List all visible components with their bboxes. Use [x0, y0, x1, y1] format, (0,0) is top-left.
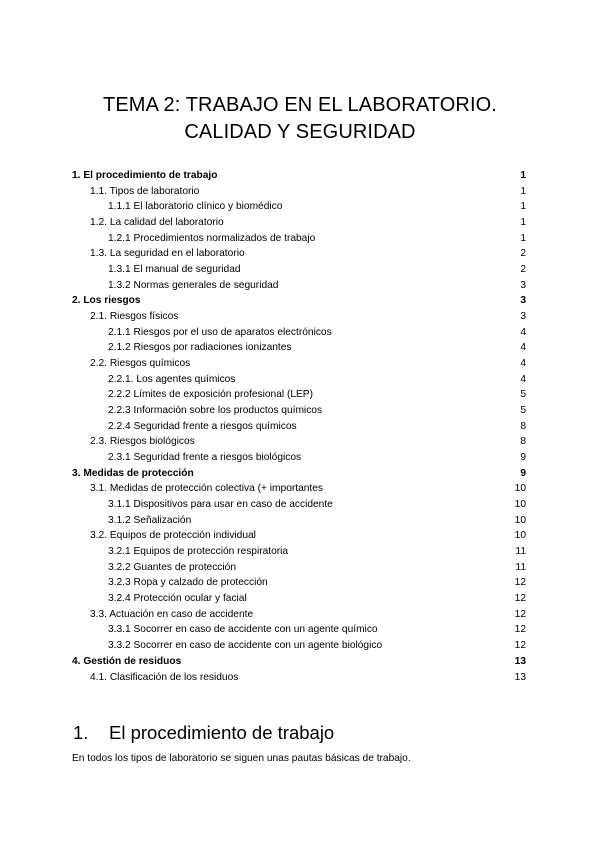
- toc-entry[interactable]: [72, 466, 526, 482]
- toc-entry[interactable]: [72, 325, 526, 341]
- toc-entry-label: 2.1.2 Riesgos por radiaciones ionizantes: [108, 342, 292, 354]
- toc-entry[interactable]: [72, 497, 526, 513]
- toc-entry-label: 3. Medidas de protección: [72, 467, 194, 479]
- toc-entry-page: 5: [520, 405, 526, 417]
- toc-entry[interactable]: [72, 419, 526, 435]
- toc-entry-label: 3.2. Equipos de protección individual: [90, 530, 256, 542]
- toc-entry-label: 3.2.2 Guantes de protección: [108, 561, 236, 573]
- toc-entry[interactable]: [72, 481, 526, 497]
- toc-entry[interactable]: [72, 387, 526, 403]
- toc-entry-page: 8: [520, 436, 526, 448]
- toc-entry-page: 8: [520, 420, 526, 432]
- toc-entry[interactable]: [72, 246, 526, 262]
- toc-entry-page: 13: [514, 655, 526, 667]
- toc-entry-label: 1.1. Tipos de laboratorio: [90, 185, 200, 197]
- section-body-text: En todos los tipos de laboratorio se siguen unas pautas básicas de trabajo.: [72, 753, 411, 764]
- toc-entry[interactable]: [72, 231, 526, 247]
- toc-entry-label: 2.3.1 Seguridad frente a riesgos biológicos: [108, 452, 302, 464]
- toc-entry-label: 1.3. La seguridad en el laboratorio: [90, 248, 245, 260]
- document-title-line-1: TEMA 2: TRABAJO EN EL LABORATORIO.: [103, 94, 497, 116]
- toc-entry-label: 4.1. Clasificación de los residuos: [90, 671, 239, 683]
- toc-entry[interactable]: [72, 638, 526, 654]
- toc-entry-page: 10: [514, 499, 526, 511]
- toc-entry-page: 10: [514, 530, 526, 542]
- toc-entry[interactable]: [72, 293, 526, 309]
- toc-entry-page: 1: [520, 170, 526, 181]
- toc-entry-label: 1.2.1 Procedimientos normalizados de trabajo: [108, 232, 316, 244]
- toc-entry-label: 2.1.1 Riesgos por el uso de aparatos electrónicos: [108, 326, 332, 338]
- toc-entry-label: 3.3.2 Socorrer en caso de accidente con un agente biológico: [108, 640, 383, 652]
- toc-entry[interactable]: [72, 184, 526, 200]
- toc-entry-page: 3: [520, 279, 526, 291]
- toc-entry-page: 3: [520, 311, 526, 323]
- toc-entry-label: 2.2.3 Información sobre los productos químicos: [108, 405, 323, 417]
- toc-entry-label: 4. Gestión de residuos: [72, 655, 182, 667]
- toc-entry-page: 11: [515, 546, 526, 558]
- section-number: 1.: [73, 722, 89, 743]
- toc-entry[interactable]: [72, 215, 526, 231]
- toc-entry-page: 11: [515, 561, 526, 573]
- toc-entry-page: 4: [520, 358, 526, 370]
- toc-entry-label: 3.1.2 Señalización: [108, 514, 192, 526]
- toc-entry-page: 10: [514, 514, 526, 526]
- toc-entry-page: 10: [514, 483, 526, 495]
- toc-entry-label: 3.3.1 Socorrer en caso de accidente con un agente químico: [108, 624, 378, 636]
- toc-entry-label: 1. El procedimiento de trabajo: [72, 170, 218, 181]
- toc-entry-label: 2.1. Riesgos físicos: [90, 311, 179, 323]
- toc-entry-page: 12: [514, 577, 526, 589]
- toc-entry[interactable]: [72, 168, 526, 184]
- toc-entry-label: 1.3.2 Normas generales de seguridad: [108, 279, 279, 291]
- toc-entry-label: 3.2.4 Protección ocular y facial: [108, 593, 247, 605]
- toc-entry[interactable]: [72, 278, 526, 294]
- toc-entry[interactable]: [72, 340, 526, 356]
- toc-entry-label: 2.2. Riesgos químicos: [90, 358, 191, 370]
- toc-entry-label: 2.2.1. Los agentes químicos: [108, 373, 236, 385]
- toc-entry-label: 3.2.1 Equipos de protección respiratoria: [108, 546, 289, 558]
- toc-entry[interactable]: [72, 356, 526, 372]
- toc-entry-page: 9: [520, 452, 526, 464]
- toc-entry-label: 2.2.4 Seguridad frente a riesgos químicos: [108, 420, 297, 432]
- toc-entry[interactable]: [72, 622, 526, 638]
- toc-entry-page: 12: [514, 624, 526, 636]
- toc-entry-page: 12: [514, 608, 526, 620]
- toc-entry[interactable]: [72, 607, 526, 623]
- toc-entry-page: 1: [520, 201, 526, 213]
- toc-entry[interactable]: [72, 560, 526, 576]
- toc-entry-label: 3.1. Medidas de protección colectiva (+ importantes: [90, 483, 324, 495]
- toc-entry-label: 2.3. Riesgos biológicos: [90, 436, 195, 448]
- toc-entry[interactable]: [72, 528, 526, 544]
- toc-entry[interactable]: [72, 591, 526, 607]
- toc-entry-page: 1: [520, 217, 526, 229]
- toc-entry-page: 13: [514, 671, 526, 683]
- toc-entry[interactable]: [72, 575, 526, 591]
- toc-entry[interactable]: [72, 434, 526, 450]
- document-title-line-2: CALIDAD Y SEGURIDAD: [184, 121, 416, 143]
- toc-entry-label: 1.1.1 El laboratorio clínico y biomédico: [108, 201, 283, 213]
- toc-entry-page: 12: [514, 593, 526, 605]
- toc-entry-page: 2: [520, 248, 526, 260]
- toc-entry-page: 2: [520, 264, 526, 276]
- section-title: El procedimiento de trabajo: [109, 722, 335, 743]
- toc-entry-label: 1.3.1 El manual de seguridad: [108, 264, 241, 276]
- toc-entry[interactable]: [72, 654, 526, 670]
- toc-entry-label: 1.2. La calidad del laboratorio: [90, 217, 224, 229]
- toc-entry-page: 12: [514, 640, 526, 652]
- toc-entry[interactable]: [72, 544, 526, 560]
- toc-entry-page: 4: [520, 373, 526, 385]
- toc-entry-page: 3: [520, 295, 526, 307]
- toc-entry[interactable]: [72, 513, 526, 529]
- toc-entry-page: 1: [520, 185, 526, 197]
- toc-entry[interactable]: [72, 262, 526, 278]
- toc-entry[interactable]: [72, 670, 526, 686]
- section-heading: [73, 720, 334, 746]
- toc-entry-label: 3.2.3 Ropa y calzado de protección: [108, 577, 268, 589]
- toc-entry-label: 2. Los riesgos: [72, 295, 141, 307]
- toc-entry-label: 3.3. Actuación en caso de accidente: [90, 608, 254, 620]
- toc-entry-page: 4: [520, 326, 526, 338]
- toc-entry[interactable]: [72, 403, 526, 419]
- toc-entry-page: 4: [520, 342, 526, 354]
- toc-entry[interactable]: [72, 450, 526, 466]
- toc-entry-label: 3.1.1 Dispositivos para usar en caso de accidente: [108, 499, 333, 511]
- toc-entry-page: 1: [520, 232, 526, 244]
- toc-entry-page: 5: [520, 389, 526, 401]
- toc-entry[interactable]: [72, 372, 526, 388]
- toc-entry-page: 9: [520, 467, 526, 479]
- toc-entry[interactable]: [72, 199, 526, 215]
- toc-entry[interactable]: [72, 309, 526, 325]
- table-of-contents: [72, 168, 526, 685]
- toc-entry-label: 2.2.2 Límites de exposición profesional (LEP): [108, 389, 313, 401]
